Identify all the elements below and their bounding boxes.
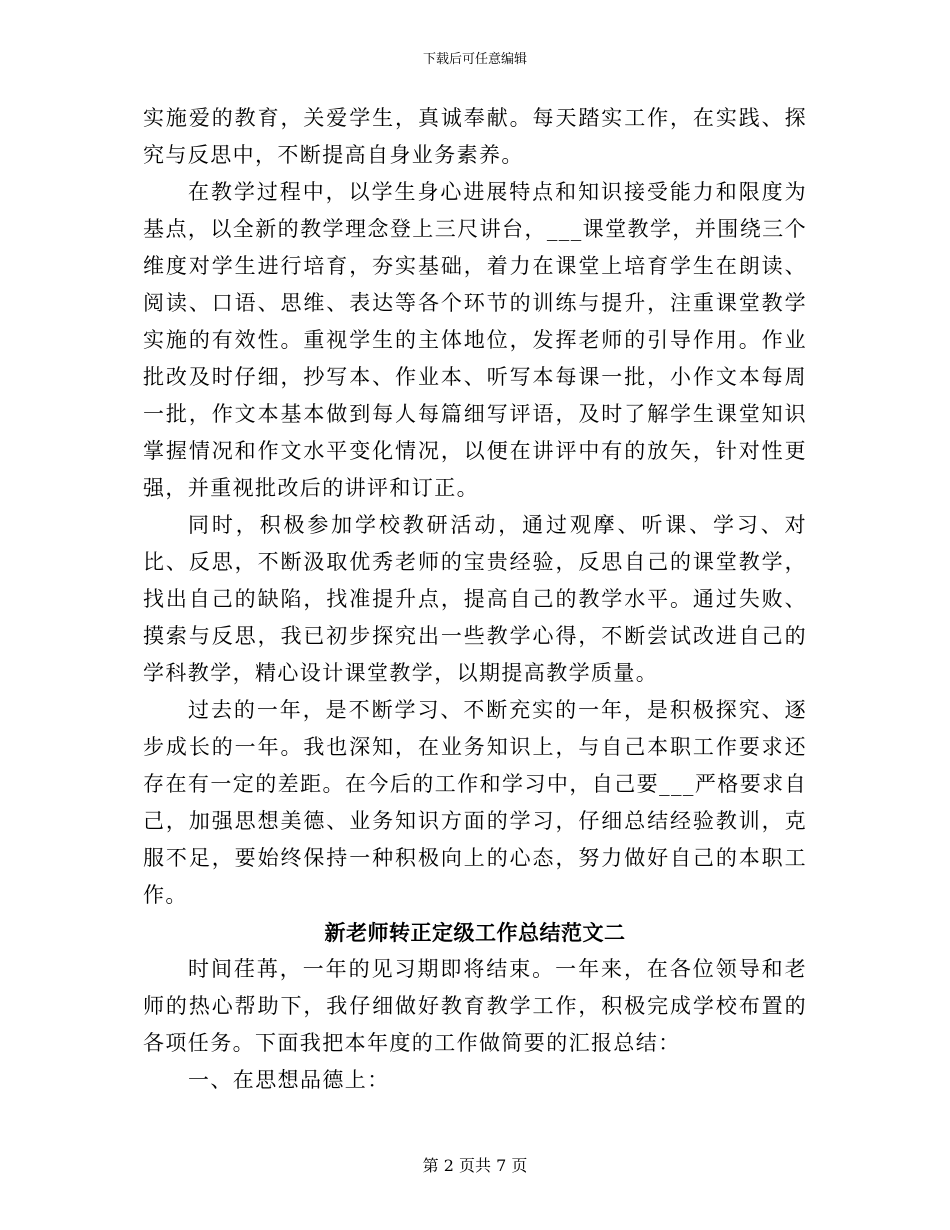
paragraph-5: 时间荏苒，一年的见习期即将结束。一年来，在各位领导和老师的热心帮助下，我仔细做好教育教学工作，积极完成学校布置的各项任务。下面我把本年度的工作做简要的汇报总结：	[143, 957, 807, 1055]
paragraph-6: 一、在思想品德上：	[188, 1068, 390, 1092]
page-header: 下载后可任意编辑	[422, 52, 527, 67]
paragraph-2: 在教学过程中，以学生身心进展特点和知识接受能力和限度为基点，以全新的教学理念登上三尺讲台，___课堂教学，并围绕三个维度对学生进行培育，夯实基础，着力在课堂上培育学生在朗读、阅读、口语、思维、表达等各个环节的训练与提升，注重课堂教学实施的有效性。重视学生的主体地位，发挥老师的引导作用。作业批改及时仔细，抄写本、作业本、听写本每课一批，小作文本每周一批，作文本基本做到每人每篇细写评语，及时了解学生课堂知识掌握情况和作文水平变化情况，以便在讲评中有的放矢，针对性更强，并重视批改后的讲评和订正。	[143, 180, 807, 500]
paragraph-1: 实施爱的教育，关爱学生，真诚奉献。每天踏实工作，在实践、探究与反思中，不断提高自身业务素养。	[143, 106, 807, 167]
section-title: 新老师转正定级工作总结范文二	[324, 920, 626, 945]
page-footer: 第 2 页共 7 页	[422, 1156, 528, 1175]
document-body	[143, 100, 807, 1099]
paragraph-4: 过去的一年，是不断学习、不断充实的一年，是积极探究、逐步成长的一年。我也深知，在业务知识上，与自己本职工作要求还存在有一定的差距。在今后的工作和学习中，自己要___严格要求自己，加强思想美德、业务知识方面的学习，仔细总结经验教训，克服不足，要始终保持一种积极向上的心态，努力做好自己的本职工作。	[143, 698, 807, 907]
paragraph-3: 同时，积极参加学校教研活动，通过观摩、听课、学习、对比、反思，不断汲取优秀老师的宝贵经验，反思自己的课堂教学，找出自己的缺陷，找准提升点，提高自己的教学水平。通过失败、摸索与反思，我已初步探究出一些教学心得，不断尝试改进自己的学科教学，精心设计课堂教学，以期提高教学质量。	[143, 513, 807, 685]
